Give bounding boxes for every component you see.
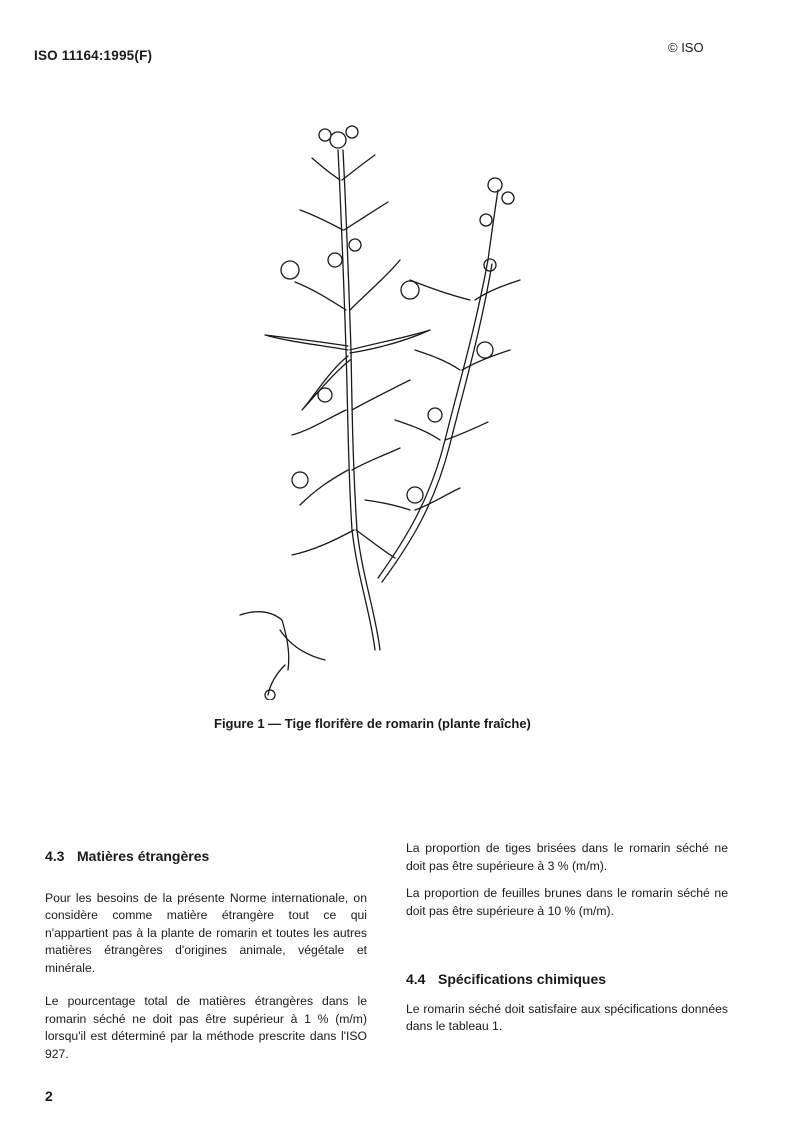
section-4-3-continued xyxy=(406,840,728,920)
paragraph: Le pourcentage total de matières étrangères dans le romarin séché ne doit pas être supérieur à 1 % (m/m) lorsqu'il est déterminé par la méthode prescrite dans l'ISO 927. xyxy=(45,994,367,1061)
section-title: Spécifications chimiques xyxy=(438,971,607,987)
section-number: 4.4 xyxy=(406,971,426,987)
paragraph: La proportion de tiges brisées dans le romarin séché ne doit pas être supérieure à 3 % (m/m). xyxy=(406,841,728,873)
paragraph: Pour les besoins de la présente Norme internationale, on considère comme matière étrangère tout ce qui n'appartient pas à la plante de romarin et toutes les autres matières étrangères d'origines animale, végétale et minérale. xyxy=(45,890,367,975)
section-4-4 xyxy=(406,971,728,1036)
section-title: Matières étrangères xyxy=(77,848,210,864)
standard-reference: ISO 11164:1995(F) xyxy=(34,48,153,63)
paragraph: Le romarin séché doit satisfaire aux spécifications données dans le tableau 1. xyxy=(406,1001,728,1033)
section-heading xyxy=(45,848,367,866)
paragraph: La proportion de feuilles brunes dans le romarin séché ne doit pas être supérieure à 10 % (m/m). xyxy=(406,886,728,918)
section-number: 4.3 xyxy=(45,848,65,864)
figure-caption: Figure 1 — Tige florifère de romarin (plante fraîche) xyxy=(214,716,531,731)
copyright-notice: © ISO xyxy=(668,40,704,55)
section-heading xyxy=(406,971,728,989)
section-4-3 xyxy=(45,848,367,1063)
page-number: 2 xyxy=(45,1088,53,1104)
rosemary-illustration xyxy=(230,110,540,700)
